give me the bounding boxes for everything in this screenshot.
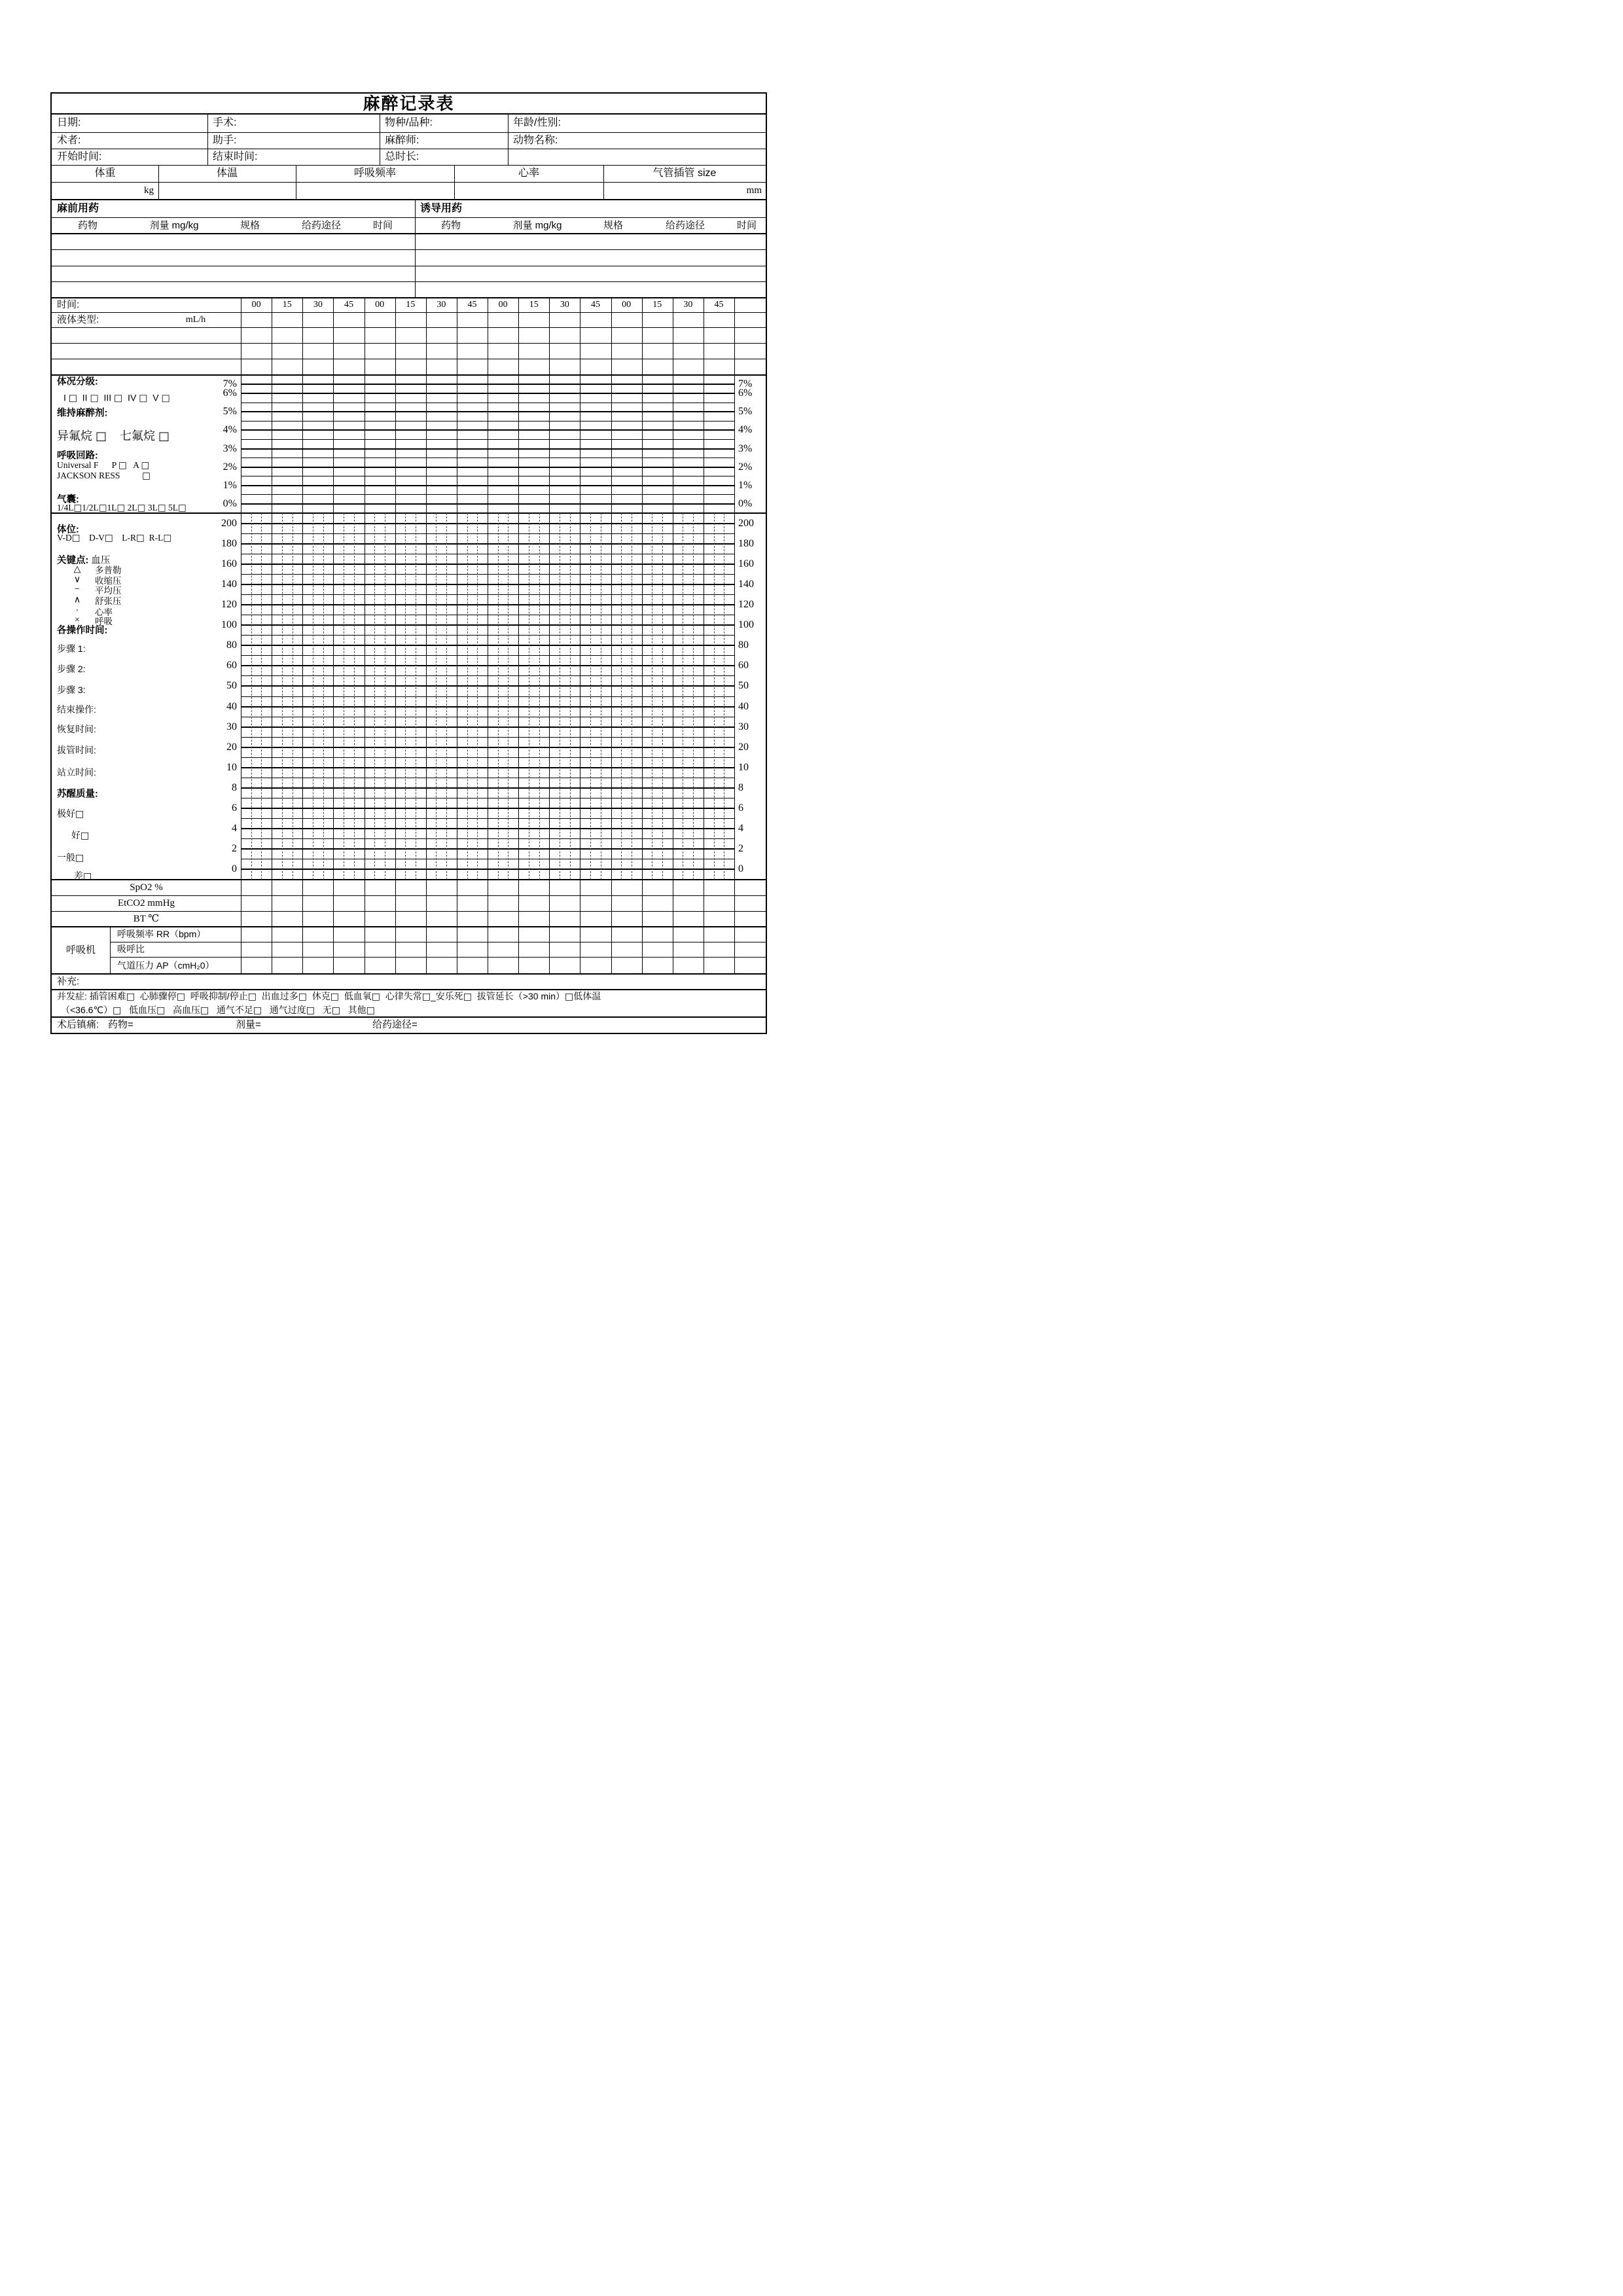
ventilator-ie-ratio-cells[interactable]: [241, 942, 766, 957]
time-cell: 00: [251, 300, 261, 310]
sidebar-position-options-checkbox[interactable]: □: [136, 533, 145, 543]
grid-line: [52, 1016, 766, 1018]
time-cell: 15: [406, 300, 416, 310]
field-date[interactable]: 日期:: [57, 117, 81, 128]
y-axis-label-right: 100: [738, 619, 754, 631]
complications-line1-checkbox[interactable]: □: [330, 992, 339, 1002]
sidebar-maintenance-anesthetic-options: 异氟烷 □ 七氟烷 □: [57, 429, 170, 443]
grid-line: [52, 217, 766, 218]
time-cell: 00: [375, 300, 385, 310]
field-species-breed[interactable]: 物种/品种:: [385, 117, 433, 128]
field-end-time[interactable]: 结束时间:: [213, 151, 258, 162]
sidebar-air-bag-options-checkbox[interactable]: □: [157, 503, 166, 513]
col-header-et-tube-size: 气管插管 size: [652, 168, 717, 179]
complications-line2-checkbox[interactable]: □: [113, 1005, 122, 1016]
y-axis-label-left: 180: [221, 537, 237, 549]
sidebar-circuit-universal-f: Universal F P □ A □: [57, 460, 150, 471]
sidebar-operation-time-7[interactable]: 站立时间:: [57, 767, 96, 778]
complications-line1-checkbox[interactable]: □: [463, 992, 473, 1002]
y-axis-label-left: 20: [226, 741, 237, 753]
grid-line: [603, 165, 604, 200]
y-axis-label-left: 10: [226, 761, 237, 773]
premed-col-spec: 规格: [240, 220, 260, 231]
supplement-label: 补充:: [57, 976, 80, 987]
y-axis-label-left: 80: [226, 639, 237, 651]
y-axis-label-right: 0%: [738, 497, 753, 509]
induction-col-spec: 规格: [603, 220, 623, 231]
y-axis-label-left: 40: [226, 700, 237, 712]
sidebar-position-options-checkbox[interactable]: □: [105, 533, 113, 543]
supplement-field[interactable]: [98, 974, 758, 990]
y-axis-label-left: 50: [226, 680, 237, 692]
anesthesia-record-form: [50, 92, 767, 1034]
fluid-unit-label: mL/h: [185, 315, 206, 325]
etco2-row-label: EtCO2 mmHg: [117, 898, 175, 908]
time-cell: 45: [714, 300, 724, 310]
legend-label-1: 多普勒: [95, 565, 122, 575]
bt-row-cells[interactable]: [241, 911, 766, 927]
ventilator-rr-cells[interactable]: [241, 927, 766, 942]
induction-entry-row[interactable]: [415, 266, 766, 281]
recovery-quality-option-3: 一般□: [57, 852, 84, 863]
sidebar-condition-grade-heading: 体况分级:: [57, 376, 98, 387]
y-axis-label-left: 0: [232, 863, 237, 875]
sidebar-breathing-circuit-heading: 呼吸回路:: [57, 450, 98, 461]
complications-line2-checkbox[interactable]: □: [306, 1005, 315, 1016]
field-surgery[interactable]: 手术:: [213, 117, 237, 128]
complications-line1-checkbox[interactable]: □: [565, 992, 574, 1002]
induction-section-title: 诱导用药: [420, 203, 463, 214]
premed-entry-row[interactable]: [52, 281, 415, 298]
y-axis-label-left: 100: [221, 619, 237, 631]
y-axis-label-left: 120: [221, 599, 237, 610]
sidebar-circuit-universal-f-checkbox[interactable]: □: [141, 460, 150, 471]
recovery-quality-option-1: 极好□: [57, 808, 84, 819]
grid-line: [207, 114, 208, 165]
premed-col-drug: 药物: [77, 220, 98, 231]
legend-symbol-2: ∨: [73, 575, 81, 585]
induction-col-time: 时间: [736, 220, 757, 231]
postop-dose-field[interactable]: 剂量=: [236, 1019, 261, 1030]
induction-entry-row[interactable]: [415, 249, 766, 266]
grid-line: [52, 113, 766, 115]
y-axis-label-left: 7%: [223, 378, 237, 390]
vital-signs-chart-area[interactable]: [241, 513, 734, 880]
recovery-quality-option-4-checkbox[interactable]: □: [83, 871, 92, 882]
y-axis-label-left: 6: [232, 802, 237, 814]
y-axis-label-left: 4: [232, 823, 237, 834]
complications-line1: 并发症: 插管困难□ 心肺骤停□ 呼吸抑制/停止□ 出血过多□ 休克□ 低血氧□ 心律失常□_安乐死□ 拔管延长（>30 min）□低体温: [57, 991, 601, 1002]
field-animal-name[interactable]: 动物名称:: [513, 135, 558, 146]
field-age-sex[interactable]: 年龄/性别:: [513, 117, 561, 128]
time-row-label: 时间:: [57, 299, 80, 310]
sidebar-operation-times-heading: 各操作时间:: [57, 625, 108, 636]
sidebar-operation-time-6[interactable]: 拔管时间:: [57, 745, 96, 755]
anesthesia-record-page: [0, 0, 812, 1148]
time-cell: 30: [560, 300, 569, 310]
sidebar-recovery-quality-heading: 苏醒质量:: [57, 789, 98, 800]
y-axis-label-left: 2%: [223, 461, 237, 473]
col-header-heart-rate: 心率: [518, 168, 539, 179]
legend-label-5: 心率: [95, 607, 113, 617]
y-axis-label-right: 200: [738, 517, 754, 529]
recovery-quality-option-3-checkbox[interactable]: □: [75, 853, 84, 863]
sidebar-operation-time-5[interactable]: 恢复时间:: [57, 724, 96, 734]
sidebar-operation-time-1[interactable]: 步骤 1:: [57, 643, 86, 654]
complications-line1-checkbox[interactable]: □: [298, 992, 307, 1002]
anesthetic-concentration-chart-area[interactable]: [241, 375, 734, 513]
sidebar-position-heading: 体位:: [57, 524, 79, 535]
time-cell: 15: [652, 300, 662, 310]
sidebar-circuit-universal-f-checkbox[interactable]: □: [118, 460, 127, 471]
y-axis-label-right: 160: [738, 558, 754, 569]
col-header-weight: 体重: [94, 168, 116, 179]
sidebar-position-options-checkbox[interactable]: □: [163, 533, 172, 543]
time-cell: 30: [313, 300, 323, 310]
y-axis-label-right: 4%: [738, 424, 753, 436]
y-axis-label-right: 60: [738, 660, 749, 672]
spo2-row-label: SpO2 %: [130, 882, 163, 893]
sidebar-operation-time-3[interactable]: 步骤 3:: [57, 685, 86, 695]
legend-label-2: 收缩压: [95, 576, 122, 586]
induction-col-drug: 药物: [440, 220, 461, 231]
time-cell-extra[interactable]: [734, 298, 766, 312]
y-axis-label-right: 8: [738, 782, 743, 793]
y-axis-label-left: 6%: [223, 387, 237, 399]
complications-line2-checkbox[interactable]: □: [331, 1005, 340, 1016]
recovery-quality-option-1-checkbox[interactable]: □: [75, 809, 84, 819]
recovery-quality-option-2: 好□: [71, 830, 90, 841]
ventilator-rr-label: 呼吸频率 RR（bpm）: [117, 929, 206, 939]
induction-col-dose: 剂量 mg/kg: [512, 220, 562, 231]
grid-line: [454, 165, 455, 200]
field-assistant[interactable]: 助手:: [213, 135, 237, 146]
y-axis-label-left: 4%: [223, 424, 237, 436]
postop-analgesia-label: 术后镇痛:: [57, 1019, 99, 1030]
legend-symbol-5: ·: [75, 606, 79, 616]
sidebar-circuit-jackson-ress-checkbox[interactable]: □: [142, 471, 151, 481]
sidebar-position-options: V-D□ D-V□ L-R□ R-L□: [57, 533, 172, 543]
induction-entry-row[interactable]: [415, 281, 766, 298]
fluid-extra-row-2-cells[interactable]: [241, 343, 766, 359]
time-cell: 30: [437, 300, 446, 310]
sidebar-operation-time-4[interactable]: 结束操作:: [57, 704, 96, 715]
spo2-row-cells[interactable]: [241, 880, 766, 895]
sidebar-maintenance-anesthetic-options-checkbox[interactable]: □: [96, 429, 107, 443]
complications-line1-checkbox[interactable]: □: [126, 992, 135, 1002]
y-axis-label-right: 80: [738, 639, 749, 651]
y-axis-label-right: 6: [738, 802, 743, 814]
postop-route-field[interactable]: 给药途径=: [372, 1019, 418, 1030]
y-axis-label-right: 120: [738, 599, 754, 610]
y-axis-label-left: 1%: [223, 479, 237, 491]
recovery-quality-option-4: 差□: [74, 870, 92, 882]
y-axis-label-left: 30: [226, 721, 237, 732]
y-axis-label-left: 60: [226, 660, 237, 672]
sidebar-operation-time-2[interactable]: 步骤 2:: [57, 664, 86, 674]
y-axis-label-right: 180: [738, 537, 754, 549]
y-axis-label-left: 8: [232, 782, 237, 793]
y-axis-label-left: 5%: [223, 406, 237, 418]
premed-col-time: 时间: [372, 220, 393, 231]
y-axis-label-left: 3%: [223, 442, 237, 454]
premed-section-title: 麻前用药: [57, 203, 99, 214]
sidebar-condition-grade-options-checkbox[interactable]: □: [139, 393, 148, 404]
sidebar-maintenance-anesthetic-heading: 维持麻醉剂:: [57, 408, 108, 419]
induction-col-route: 给药途径: [665, 220, 705, 231]
sidebar-condition-grade-options-checkbox[interactable]: □: [114, 393, 123, 404]
sidebar-condition-grade-options: I □ II □ III □ IV □ V □: [63, 392, 170, 404]
bt-row-label: BT ℃: [133, 914, 160, 924]
grid-line: [52, 989, 766, 990]
time-cell: 45: [590, 300, 600, 310]
sidebar-air-bag-options: 1/4L□1/2L□1L□ 2L□ 3L□ 5L□: [57, 503, 187, 513]
sidebar-key-points: 关键点: 血压: [57, 555, 111, 566]
grid-line: [734, 298, 735, 974]
page-title: 麻醉记录表: [363, 94, 455, 113]
field-total-duration[interactable]: 总时长:: [385, 151, 419, 162]
sidebar-air-bag-heading: 气囊:: [57, 494, 79, 505]
time-cell: 00: [498, 300, 508, 310]
y-axis-label-right: 140: [738, 578, 754, 590]
y-axis-label-right: 6%: [738, 387, 753, 399]
complications-line2-checkbox[interactable]: □: [156, 1005, 166, 1016]
premed-entry-row[interactable]: [52, 249, 415, 266]
y-axis-label-right: 1%: [738, 479, 753, 491]
sidebar-condition-grade-options-checkbox[interactable]: □: [90, 393, 99, 404]
complications-line2-checkbox[interactable]: □: [200, 1005, 209, 1016]
induction-entry-row[interactable]: [415, 234, 766, 249]
ventilator-airway-pressure-cells[interactable]: [241, 957, 766, 974]
premed-entry-row[interactable]: [52, 234, 415, 249]
legend-label-3: 平均压: [95, 586, 122, 596]
time-cell: 15: [282, 300, 292, 310]
y-axis-label-right: 20: [738, 741, 749, 753]
time-cell: 00: [622, 300, 632, 310]
sidebar-circuit-jackson-ress: JACKSON RESS □: [57, 471, 151, 481]
legend-symbol-3: −: [75, 584, 80, 594]
y-axis-label-right: 3%: [738, 442, 753, 454]
field-anesthetist[interactable]: 麻醉师:: [385, 135, 419, 146]
legend-label-4: 舒张压: [95, 596, 122, 606]
sidebar-air-bag-options-checkbox[interactable]: □: [116, 503, 126, 513]
complications-line1-checkbox[interactable]: □: [247, 992, 257, 1002]
complications-line2: （<36.6℃）□ 低血压□ 高血压□ 通气不足□ 通气过度□ 无□ 其他□: [61, 1005, 375, 1016]
complications-line2-checkbox[interactable]: □: [366, 1005, 375, 1016]
y-axis-label-right: 0: [738, 863, 743, 875]
premed-col-dose: 剂量 mg/kg: [149, 220, 199, 231]
y-axis-label-right: 40: [738, 700, 749, 712]
etco2-row-cells[interactable]: [241, 895, 766, 911]
complications-line1-checkbox[interactable]: □: [176, 992, 186, 1002]
y-axis-label-right: 50: [738, 680, 749, 692]
complications-line1-checkbox[interactable]: □: [371, 992, 380, 1002]
y-axis-label-right: 2: [738, 843, 743, 855]
sidebar-air-bag-options-checkbox[interactable]: □: [98, 503, 107, 513]
grid-line: [52, 132, 766, 133]
fluid-extra-row-3-cells[interactable]: [241, 359, 766, 375]
key-points-heading: 关键点:: [57, 555, 89, 566]
y-axis-label-right: 5%: [738, 406, 753, 418]
time-cell: 30: [683, 300, 693, 310]
grid-line: [110, 927, 111, 974]
y-axis-label-left: 140: [221, 578, 237, 590]
fluid-row-cells[interactable]: [241, 312, 766, 327]
ventilator-ie-ratio-label: 吸呼比: [117, 944, 145, 954]
time-cell: 45: [344, 300, 353, 310]
recovery-quality-option-2-checkbox[interactable]: □: [80, 831, 90, 841]
time-cell: 15: [529, 300, 539, 310]
premed-col-route: 给药途径: [301, 220, 341, 231]
legend-symbol-1: △: [73, 564, 81, 575]
y-axis-label-left: 200: [221, 517, 237, 529]
y-axis-label-left: 2: [232, 843, 237, 855]
y-axis-label-right: 4: [738, 823, 743, 834]
fluid-extra-row-1-cells[interactable]: [241, 327, 766, 343]
complications-line1-checkbox[interactable]: □: [421, 992, 431, 1002]
sidebar-condition-grade-options-checkbox[interactable]: □: [68, 393, 78, 404]
weight-unit-label: kg: [144, 185, 154, 196]
sidebar-position-options-checkbox[interactable]: □: [71, 533, 80, 543]
col-header-respiratory-rate: 呼吸频率: [353, 168, 396, 179]
ventilator-airway-pressure-label: 气道压力 AP（cmH₂0）: [117, 960, 215, 971]
tube-unit-label: mm: [746, 185, 762, 196]
complications-line2-checkbox[interactable]: □: [253, 1005, 262, 1016]
sidebar-air-bag-options-checkbox[interactable]: □: [177, 503, 187, 513]
grid-line: [158, 165, 159, 200]
y-axis-label-left: 160: [221, 558, 237, 569]
legend-symbol-4: ∧: [73, 595, 81, 605]
legend-label-6: 呼吸: [95, 617, 113, 626]
y-axis-label-right: 10: [738, 761, 749, 773]
sidebar-air-bag-options-checkbox[interactable]: □: [73, 503, 82, 513]
field-surgeon[interactable]: 术者:: [57, 135, 81, 146]
fluid-type-label: 液体类型:: [57, 314, 99, 325]
premed-entry-row[interactable]: [52, 266, 415, 281]
y-axis-label-right: 2%: [738, 461, 753, 473]
sidebar-condition-grade-options-checkbox[interactable]: □: [161, 393, 170, 404]
time-cell: 45: [467, 300, 477, 310]
y-axis-label-right: 30: [738, 721, 749, 732]
ventilator-label: 呼吸机: [65, 944, 96, 956]
field-start-time[interactable]: 开始时间:: [57, 151, 102, 162]
sidebar-maintenance-anesthetic-options-checkbox[interactable]: □: [158, 429, 170, 443]
y-axis-label-left: 0%: [223, 497, 237, 509]
y-axis-label-right: 7%: [738, 378, 753, 390]
postop-drug-field[interactable]: 药物=: [108, 1019, 134, 1030]
legend-symbol-6: ×: [75, 615, 80, 625]
sidebar-air-bag-options-checkbox[interactable]: □: [137, 503, 146, 513]
col-header-temperature: 体温: [216, 168, 238, 179]
